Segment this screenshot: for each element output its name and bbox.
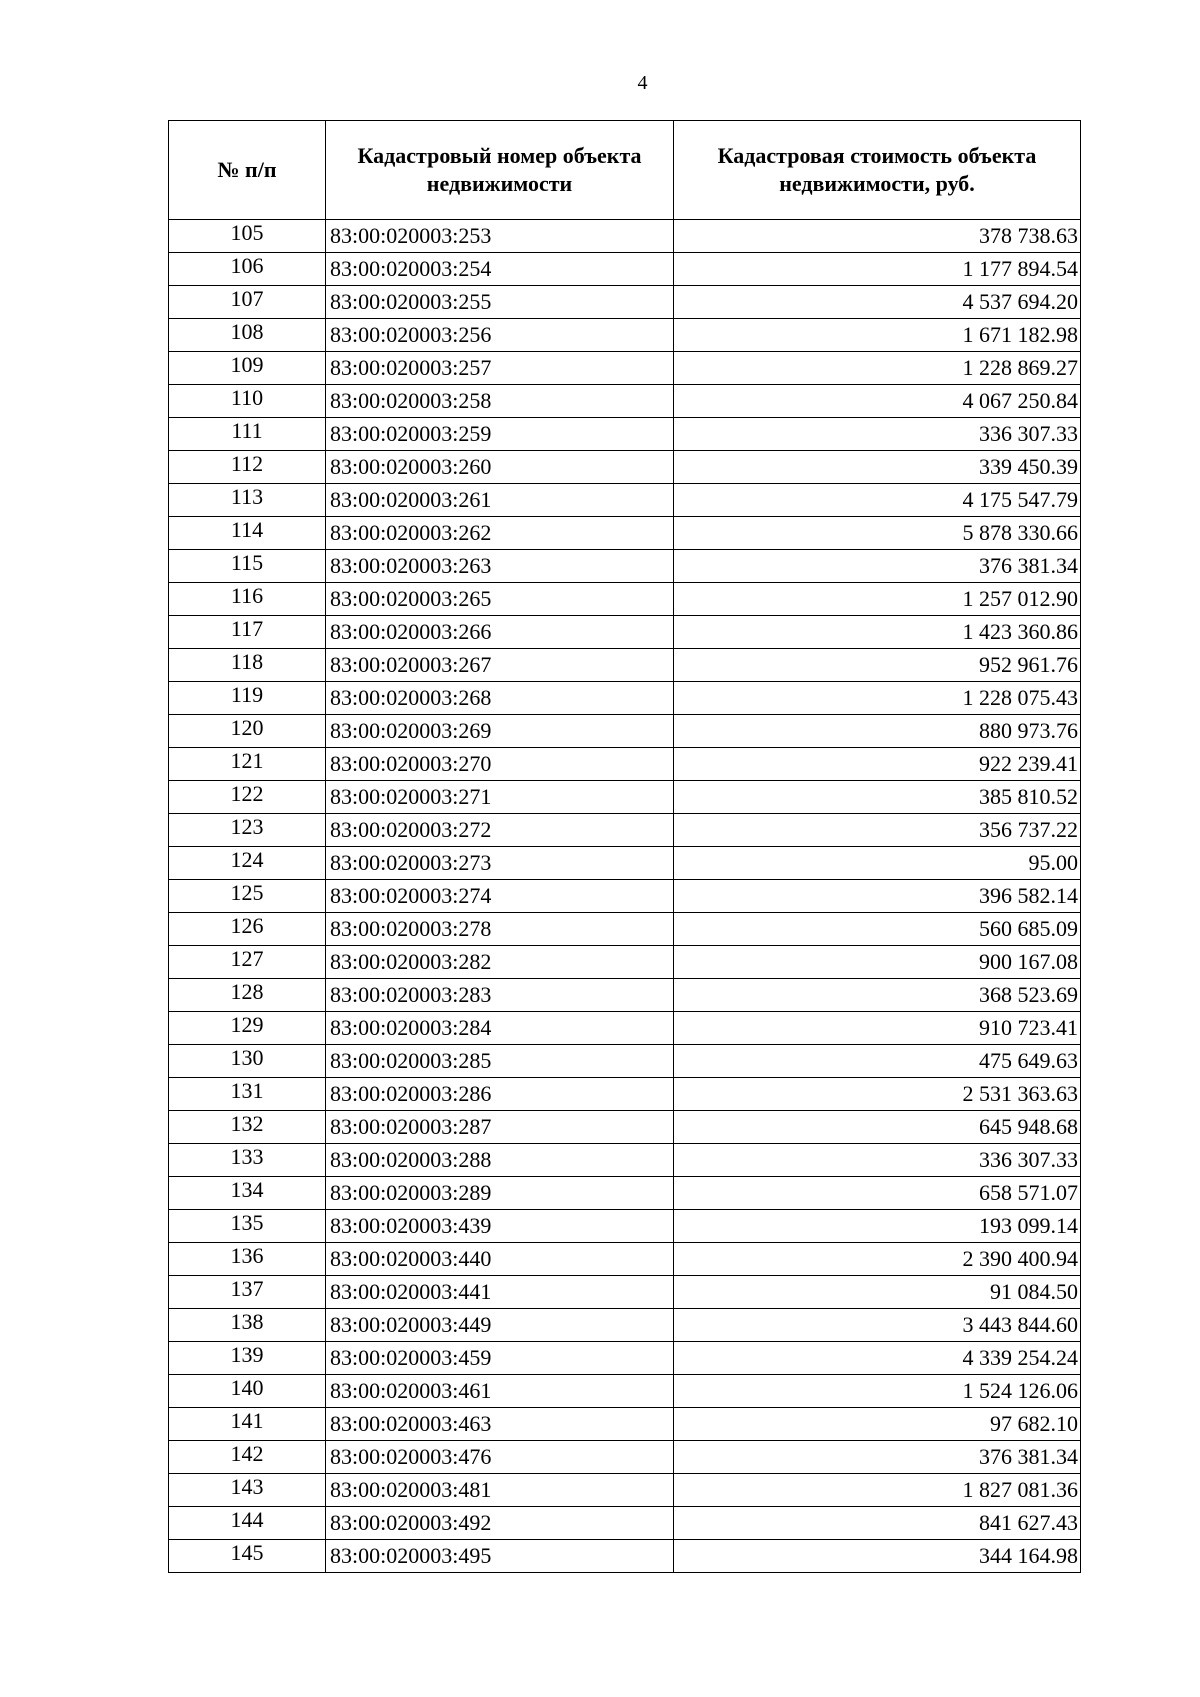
row-cadastral-number: 83:00:020003:439 [326,1210,674,1243]
row-num: 135 [169,1210,326,1243]
row-cadastral-number: 83:00:020003:440 [326,1243,674,1276]
row-num: 111 [169,418,326,451]
table-row [169,319,1081,352]
row-cadastral-value: 880 973.76 [674,715,1081,748]
row-num: 141 [169,1408,326,1441]
row-cadastral-number: 83:00:020003:441 [326,1276,674,1309]
row-cadastral-value: 1 524 126.06 [674,1375,1081,1408]
header-row [169,121,1081,220]
table-row [169,847,1081,880]
table-row [169,682,1081,715]
row-cadastral-value: 658 571.07 [674,1177,1081,1210]
row-num: 119 [169,682,326,715]
row-cadastral-value: 1 671 182.98 [674,319,1081,352]
table-body [169,220,1081,1573]
row-cadastral-number: 83:00:020003:270 [326,748,674,781]
table-row [169,253,1081,286]
row-cadastral-value: 2 390 400.94 [674,1243,1081,1276]
table-row [169,1276,1081,1309]
row-cadastral-value: 376 381.34 [674,550,1081,583]
row-cadastral-value: 841 627.43 [674,1507,1081,1540]
table-row [169,1111,1081,1144]
row-num: 125 [169,880,326,913]
row-num: 132 [169,1111,326,1144]
row-cadastral-value: 339 450.39 [674,451,1081,484]
row-num: 133 [169,1144,326,1177]
table-row [169,220,1081,253]
row-cadastral-number: 83:00:020003:254 [326,253,674,286]
row-cadastral-value: 1 228 869.27 [674,352,1081,385]
row-cadastral-number: 83:00:020003:285 [326,1045,674,1078]
row-cadastral-value: 1 827 081.36 [674,1474,1081,1507]
table-row [169,1309,1081,1342]
row-num: 114 [169,517,326,550]
row-cadastral-value: 2 531 363.63 [674,1078,1081,1111]
row-cadastral-number: 83:00:020003:260 [326,451,674,484]
row-cadastral-value: 368 523.69 [674,979,1081,1012]
row-num: 105 [169,220,326,253]
row-cadastral-number: 83:00:020003:286 [326,1078,674,1111]
row-num: 144 [169,1507,326,1540]
table-row [169,550,1081,583]
table-row [169,616,1081,649]
cadastral-value-table [168,120,1081,1573]
table-row [169,1408,1081,1441]
page-number: 4 [637,72,648,94]
row-num: 138 [169,1309,326,1342]
row-cadastral-value: 97 682.10 [674,1408,1081,1441]
header-cadastral-number: Кадастровый номер объекта недвижимости [326,121,674,220]
table-row [169,814,1081,847]
row-cadastral-value: 4 067 250.84 [674,385,1081,418]
row-num: 142 [169,1441,326,1474]
row-cadastral-number: 83:00:020003:481 [326,1474,674,1507]
row-cadastral-number: 83:00:020003:268 [326,682,674,715]
table-row [169,748,1081,781]
table-row [169,385,1081,418]
row-cadastral-value: 560 685.09 [674,913,1081,946]
table-row [169,1540,1081,1573]
row-num: 129 [169,1012,326,1045]
row-cadastral-number: 83:00:020003:261 [326,484,674,517]
table-row [169,1474,1081,1507]
row-num: 109 [169,352,326,385]
row-cadastral-value: 900 167.08 [674,946,1081,979]
row-num: 107 [169,286,326,319]
table-row [169,1177,1081,1210]
row-cadastral-number: 83:00:020003:258 [326,385,674,418]
row-cadastral-number: 83:00:020003:257 [326,352,674,385]
row-num: 127 [169,946,326,979]
header-num: № п/п [169,121,326,220]
row-num: 126 [169,913,326,946]
row-cadastral-number: 83:00:020003:492 [326,1507,674,1540]
row-num: 136 [169,1243,326,1276]
row-num: 131 [169,1078,326,1111]
row-cadastral-number: 83:00:020003:256 [326,319,674,352]
row-cadastral-number: 83:00:020003:495 [326,1540,674,1573]
row-cadastral-value: 193 099.14 [674,1210,1081,1243]
row-cadastral-value: 356 737.22 [674,814,1081,847]
row-cadastral-value: 475 649.63 [674,1045,1081,1078]
row-cadastral-value: 5 878 330.66 [674,517,1081,550]
row-num: 143 [169,1474,326,1507]
row-num: 123 [169,814,326,847]
row-cadastral-value: 922 239.41 [674,748,1081,781]
row-cadastral-value: 910 723.41 [674,1012,1081,1045]
row-num: 130 [169,1045,326,1078]
row-num: 120 [169,715,326,748]
table-row [169,1144,1081,1177]
row-cadastral-value: 1 423 360.86 [674,616,1081,649]
table-header [169,121,1081,220]
row-num: 113 [169,484,326,517]
row-cadastral-number: 83:00:020003:263 [326,550,674,583]
row-num: 140 [169,1375,326,1408]
table-row [169,1375,1081,1408]
row-cadastral-number: 83:00:020003:259 [326,418,674,451]
row-cadastral-number: 83:00:020003:267 [326,649,674,682]
table-row [169,517,1081,550]
table-row [169,1243,1081,1276]
row-cadastral-number: 83:00:020003:274 [326,880,674,913]
row-num: 117 [169,616,326,649]
row-num: 112 [169,451,326,484]
row-cadastral-value: 344 164.98 [674,1540,1081,1573]
table-row [169,913,1081,946]
row-cadastral-number: 83:00:020003:272 [326,814,674,847]
row-cadastral-value: 91 084.50 [674,1276,1081,1309]
row-cadastral-value: 376 381.34 [674,1441,1081,1474]
row-cadastral-number: 83:00:020003:273 [326,847,674,880]
table-row [169,946,1081,979]
row-cadastral-number: 83:00:020003:255 [326,286,674,319]
table-row [169,418,1081,451]
row-num: 145 [169,1540,326,1573]
row-num: 139 [169,1342,326,1375]
table-row [169,649,1081,682]
row-num: 116 [169,583,326,616]
row-cadastral-number: 83:00:020003:262 [326,517,674,550]
table-row [169,1210,1081,1243]
row-num: 121 [169,748,326,781]
table-row [169,1045,1081,1078]
row-cadastral-value: 336 307.33 [674,1144,1081,1177]
header-cadastral-value: Кадастровая стоимость объекта недвижимости, руб. [674,121,1081,220]
row-cadastral-number: 83:00:020003:266 [326,616,674,649]
table-row [169,484,1081,517]
row-cadastral-number: 83:00:020003:253 [326,220,674,253]
row-cadastral-value: 1 228 075.43 [674,682,1081,715]
row-cadastral-number: 83:00:020003:287 [326,1111,674,1144]
row-num: 115 [169,550,326,583]
row-cadastral-number: 83:00:020003:265 [326,583,674,616]
table-row [169,583,1081,616]
row-cadastral-number: 83:00:020003:289 [326,1177,674,1210]
table-row [169,1078,1081,1111]
row-cadastral-number: 83:00:020003:269 [326,715,674,748]
row-cadastral-value: 385 810.52 [674,781,1081,814]
row-cadastral-number: 83:00:020003:459 [326,1342,674,1375]
table-row [169,979,1081,1012]
row-num: 122 [169,781,326,814]
row-num: 128 [169,979,326,1012]
row-cadastral-number: 83:00:020003:282 [326,946,674,979]
row-num: 110 [169,385,326,418]
row-cadastral-value: 4 175 547.79 [674,484,1081,517]
row-cadastral-value: 3 443 844.60 [674,1309,1081,1342]
table-row [169,781,1081,814]
row-cadastral-number: 83:00:020003:463 [326,1408,674,1441]
row-num: 134 [169,1177,326,1210]
row-cadastral-value: 95.00 [674,847,1081,880]
table-row [169,1441,1081,1474]
row-cadastral-number: 83:00:020003:271 [326,781,674,814]
row-num: 118 [169,649,326,682]
row-cadastral-number: 83:00:020003:476 [326,1441,674,1474]
row-cadastral-number: 83:00:020003:449 [326,1309,674,1342]
row-cadastral-value: 952 961.76 [674,649,1081,682]
table-row [169,1012,1081,1045]
table-row [169,880,1081,913]
table-row [169,1507,1081,1540]
row-num: 137 [169,1276,326,1309]
row-cadastral-value: 645 948.68 [674,1111,1081,1144]
row-cadastral-number: 83:00:020003:283 [326,979,674,1012]
row-cadastral-value: 1 177 894.54 [674,253,1081,286]
table-row [169,286,1081,319]
table-row [169,451,1081,484]
row-cadastral-number: 83:00:020003:461 [326,1375,674,1408]
table-row [169,715,1081,748]
row-cadastral-value: 378 738.63 [674,220,1081,253]
row-num: 108 [169,319,326,352]
row-cadastral-number: 83:00:020003:278 [326,913,674,946]
row-cadastral-number: 83:00:020003:284 [326,1012,674,1045]
table-row [169,1342,1081,1375]
row-cadastral-number: 83:00:020003:288 [326,1144,674,1177]
row-cadastral-value: 396 582.14 [674,880,1081,913]
row-cadastral-value: 4 537 694.20 [674,286,1081,319]
row-cadastral-value: 4 339 254.24 [674,1342,1081,1375]
row-cadastral-value: 336 307.33 [674,418,1081,451]
table-row [169,352,1081,385]
row-cadastral-value: 1 257 012.90 [674,583,1081,616]
row-num: 124 [169,847,326,880]
row-num: 106 [169,253,326,286]
